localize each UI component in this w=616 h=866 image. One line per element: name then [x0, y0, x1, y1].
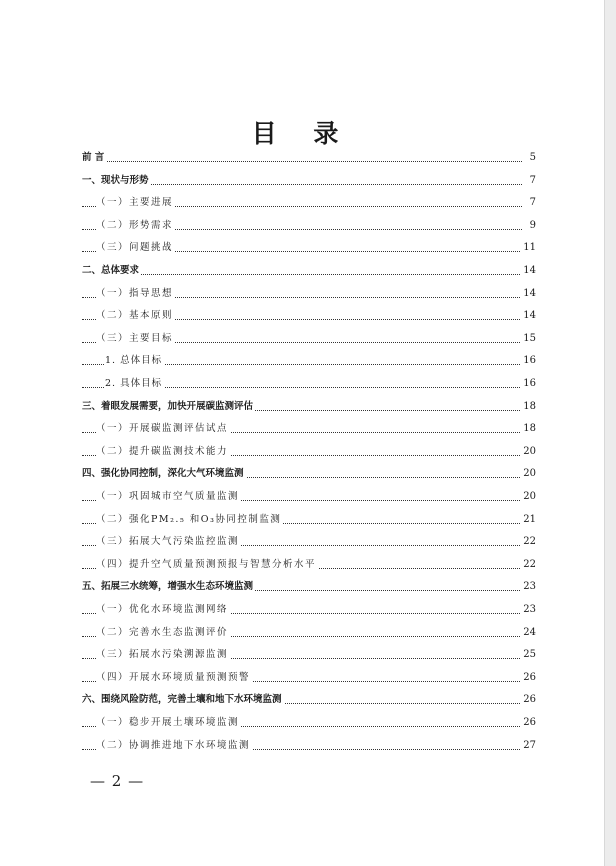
toc-entry-label: 前 言 [82, 152, 105, 163]
toc-entry-label: 六、围绕风险防范，完善土壤和地下水环境监测 [82, 694, 282, 706]
toc-entry-page-number: 26 [523, 671, 536, 683]
toc-entry-label: 五、拓展三水统筹，增强水生态环境监测 [82, 581, 254, 593]
toc-entry-label: （三）拓展水污染溯源监测 [96, 649, 229, 661]
toc-entry[interactable] [0, 445, 604, 461]
toc-entry-label: （一）优化水环境监测网络 [96, 604, 229, 615]
toc-entry[interactable] [0, 354, 604, 370]
toc-entry[interactable] [0, 535, 604, 551]
toc-entry-label: （三）主要目标 [96, 332, 174, 344]
toc-entry-page-number: 20 [523, 491, 536, 502]
toc-entry-label: 二、总体要求 [82, 265, 140, 276]
toc-entry-label: （一）稳步开展土壤环境监测 [96, 717, 240, 728]
toc-entry-label: 三、着眼发展需要，加快开展碳监测评估 [82, 400, 254, 412]
toc-entry-page-number: 14 [523, 287, 536, 299]
toc-entry-page-number: 16 [523, 378, 536, 389]
toc-entry[interactable] [0, 558, 604, 574]
toc-entry-label: （一）开展碳监测评估试点 [96, 423, 229, 435]
toc-entry-label: （二）提升碳监测技术能力 [96, 445, 229, 457]
page-number-footer: — 2 — [90, 772, 145, 790]
toc-entry-page-number: 25 [523, 649, 536, 661]
toc-entry-page-number: 7 [529, 174, 536, 186]
toc-entry-label: 1. 总体目标 [105, 355, 163, 367]
toc-entry[interactable] [0, 739, 604, 755]
toc-entry[interactable] [0, 467, 604, 483]
toc-entry[interactable] [0, 241, 604, 257]
toc-entry-label: （二）完善水生态监测评价 [96, 626, 229, 638]
toc-entry-page-number: 23 [523, 604, 536, 615]
toc-entry[interactable] [0, 716, 604, 732]
toc-entry-page-number: 20 [523, 468, 536, 480]
toc-entry-page-number: 21 [523, 513, 536, 525]
toc-entry[interactable] [0, 219, 604, 235]
toc-entry[interactable] [0, 174, 604, 190]
toc-entry-page-number: 11 [523, 242, 536, 254]
toc-entry-page-number: 22 [523, 536, 536, 548]
toc-entry-label: （二）强化PM₂.₅ 和O₃协同控制监测 [96, 513, 282, 525]
toc-entry[interactable] [0, 580, 604, 596]
toc-entry[interactable] [0, 151, 604, 167]
toc-entry-page-number: 14 [523, 310, 536, 322]
toc-entry[interactable] [0, 671, 604, 687]
toc-entry-page-number: 7 [529, 197, 536, 209]
toc-entry-label: （二）形势需求 [96, 219, 174, 231]
toc-entry-label: （四）提升空气质量预测预报与智慧分析水平 [96, 558, 317, 570]
toc-entry-page-number: 24 [523, 626, 536, 638]
toc-entry[interactable] [0, 332, 604, 348]
toc-entry-label: （三）问题挑战 [96, 242, 174, 254]
toc-entry-page-number: 23 [523, 581, 536, 593]
toc-entry[interactable] [0, 264, 604, 280]
toc-entry[interactable] [0, 648, 604, 664]
toc-entry-page-number: 18 [523, 423, 536, 435]
toc-entry-label: 四、强化协同控制，深化大气环境监测 [82, 468, 244, 480]
toc-entry[interactable] [0, 287, 604, 303]
toc-entry-page-number: 20 [523, 445, 536, 457]
toc-entry-label: （一）巩固城市空气质量监测 [96, 491, 240, 502]
toc-entry[interactable] [0, 377, 604, 393]
toc-entry-page-number: 16 [523, 355, 536, 367]
toc-entry[interactable] [0, 603, 604, 619]
toc-entry-label: 2. 具体目标 [105, 378, 163, 389]
toc-entry-label: （三）拓展大气污染监控监测 [96, 536, 240, 548]
page-title: 目 录 [251, 119, 353, 148]
toc-entry-page-number: 15 [523, 332, 536, 344]
toc-entry[interactable] [0, 513, 604, 529]
toc-entry-page-number: 22 [523, 558, 536, 570]
toc-entry-label: （二）基本原则 [96, 310, 174, 322]
toc-dot-leader [82, 274, 522, 275]
toc-entry-label: 一、现状与形势 [82, 174, 149, 186]
toc-entry[interactable] [0, 693, 604, 709]
toc-entry-page-number: 27 [523, 739, 536, 751]
toc-entry[interactable] [0, 490, 604, 506]
toc-entry-label: （一）指导思想 [96, 287, 174, 299]
toc-entry-page-number: 18 [523, 400, 536, 412]
toc-entry-label: （二）协调推进地下水环境监测 [96, 739, 251, 751]
toc-entry[interactable] [0, 626, 604, 642]
toc-entry[interactable] [0, 422, 604, 438]
toc-entry-page-number: 5 [529, 152, 536, 163]
toc-entry-page-number: 26 [523, 694, 536, 706]
toc-entry-page-number: 14 [523, 265, 536, 276]
toc-entry[interactable] [0, 400, 604, 416]
toc-entry-label: （四）开展水环境质量预测预警 [96, 671, 251, 683]
toc-entry-page-number: 9 [529, 219, 536, 231]
toc-entry-label: （一）主要进展 [96, 197, 174, 209]
toc-entry[interactable] [0, 196, 604, 212]
toc-dot-leader [82, 161, 522, 162]
toc-entry-page-number: 26 [523, 717, 536, 728]
toc-entry[interactable] [0, 309, 604, 325]
